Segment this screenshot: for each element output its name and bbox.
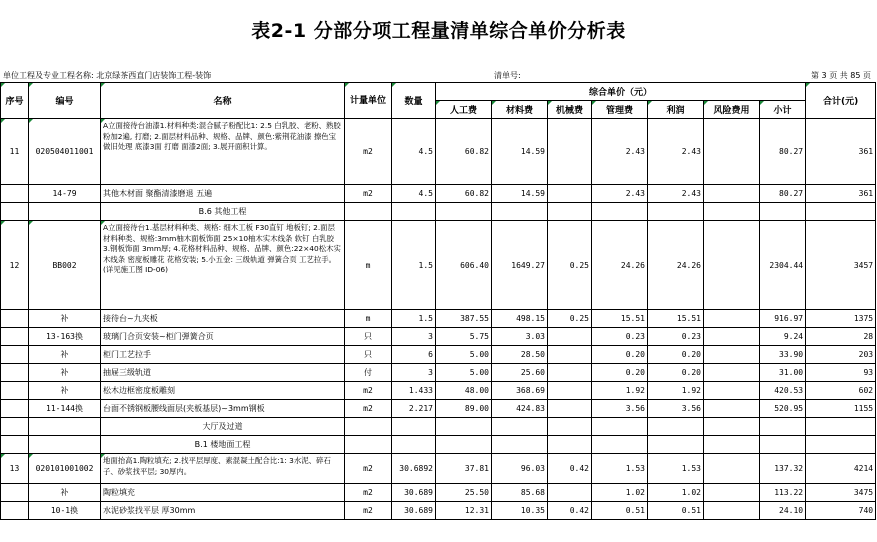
risk-cell [704,185,760,203]
header-unit: 计量单位 [345,83,392,119]
subtotal-cell: 24.10 [760,502,806,520]
material-cell: 14.59 [492,119,548,185]
material-cell: 25.60 [492,364,548,382]
material-cell: 10.35 [492,502,548,520]
machine-cell [548,382,592,400]
labor-cell: 5.00 [436,346,492,364]
qty-cell: 30.6892 [392,454,436,484]
header-subtotal: 小计 [760,101,806,119]
subtotal-cell: 31.00 [760,364,806,382]
name-cell: 接待台~九夹板 [101,310,345,328]
mgmt-cell: 0.20 [592,346,648,364]
labor-cell: 606.40 [436,221,492,310]
header-total: 合计(元) [806,83,876,119]
mgmt-cell: 1.02 [592,484,648,502]
subtotal-cell: 420.53 [760,382,806,400]
table-row [1,310,876,328]
table-row [1,382,876,400]
seq-cell [1,484,29,502]
unit-cell: m2 [345,454,392,484]
qty-cell: 4.5 [392,185,436,203]
profit-cell: 3.56 [648,400,704,418]
risk-cell [704,454,760,484]
header-qty: 数量 [392,83,436,119]
code-cell: 补 [29,484,101,502]
header-risk: 风险费用 [704,101,760,119]
table-row [1,454,876,484]
profit-cell: 2.43 [648,185,704,203]
machine-cell: 0.42 [548,454,592,484]
mgmt-cell: 0.20 [592,364,648,382]
seq-cell [1,400,29,418]
labor-cell: 89.00 [436,400,492,418]
total-cell: 1375 [806,310,876,328]
profit-cell: 1.92 [648,382,704,400]
subtotal-cell: 916.97 [760,310,806,328]
section-title: 大厅及过道 [101,418,345,436]
mgmt-cell: 0.23 [592,328,648,346]
machine-cell [548,364,592,382]
risk-cell [704,364,760,382]
seq-cell [1,364,29,382]
page-title: 表2-1 分部分项工程量清单综合单价分析表 [251,20,626,42]
code-cell: 补 [29,382,101,400]
total-cell: 203 [806,346,876,364]
seq-cell [1,502,29,520]
qty-cell: 2.217 [392,400,436,418]
unit-cell: m2 [345,185,392,203]
unit-cell: 只 [345,328,392,346]
unit-cell: m [345,221,392,310]
total-cell: 1155 [806,400,876,418]
machine-cell: 0.42 [548,502,592,520]
code-cell: BB002 [29,221,101,310]
machine-cell [548,328,592,346]
name-cell: 抽屉三级轨道 [101,364,345,382]
unit-cell: m2 [345,484,392,502]
risk-cell [704,119,760,185]
profit-cell: 0.20 [648,346,704,364]
seq-cell: 12 [1,221,29,310]
mgmt-cell: 2.43 [592,119,648,185]
unit-cell: m2 [345,382,392,400]
header-machine: 机械费 [548,101,592,119]
code-cell: 14-79 [29,185,101,203]
total-cell: 3475 [806,484,876,502]
total-cell: 93 [806,364,876,382]
material-cell: 424.83 [492,400,548,418]
material-cell: 96.03 [492,454,548,484]
name-cell: 松木边框密度板雕刻 [101,382,345,400]
mgmt-cell: 0.51 [592,502,648,520]
code-cell: 11-144换 [29,400,101,418]
subtotal-cell: 33.90 [760,346,806,364]
seq-cell [1,328,29,346]
labor-cell: 60.82 [436,185,492,203]
labor-cell: 48.00 [436,382,492,400]
header-profit: 利润 [648,101,704,119]
qty-cell: 3 [392,364,436,382]
subtotal-cell: 520.95 [760,400,806,418]
mgmt-cell: 3.56 [592,400,648,418]
name-cell: 台面不锈钢板腰线面层(夹板基层)~3mm钢板 [101,400,345,418]
table-row [1,328,876,346]
material-cell: 28.50 [492,346,548,364]
mgmt-cell: 2.43 [592,185,648,203]
table-row [1,364,876,382]
risk-cell [704,310,760,328]
risk-cell [704,328,760,346]
name-cell: 陶粒填充 [101,484,345,502]
code-cell: 020101001002 [29,454,101,484]
qty-cell: 30.689 [392,484,436,502]
mgmt-cell: 15.51 [592,310,648,328]
code-cell: 补 [29,310,101,328]
table-row [1,185,876,203]
risk-cell [704,382,760,400]
page-indicator: 第 3 页 共 85 页 [811,71,871,80]
material-cell: 3.03 [492,328,548,346]
qty-cell: 6 [392,346,436,364]
machine-cell [548,185,592,203]
total-cell: 361 [806,185,876,203]
header-name: 名称 [101,83,345,119]
profit-cell: 0.20 [648,364,704,382]
table-row [1,119,876,185]
table-row [1,400,876,418]
project-name: 单位工程及专业工程名称: 北京绿茶西直门店装饰工程-装饰 [3,71,212,80]
labor-cell: 60.82 [436,119,492,185]
profit-cell: 1.53 [648,454,704,484]
qty-cell: 4.5 [392,119,436,185]
header-mgmt: 管理费 [592,101,648,119]
risk-cell [704,502,760,520]
subtotal-cell: 113.22 [760,484,806,502]
name-cell: A立面接待台1.基层材料种类、规格: 细木工板 F30直钉 地板钉; 2.面层材料种类、规格:3mm柚木面板饰面 25×10柚木实木线条 软钉 白乳胶 3.钢板饰面 3mm厚; 4.花格材料品种、规格、品牌、颜色:22×40松木实木线条 密度板雕花 花格安装; 5.小五金: 三级轨道 弹簧合页 工艺拉手。 (详见施工图 ID-06) [101,221,345,310]
seq-cell [1,185,29,203]
profit-cell: 2.43 [648,119,704,185]
labor-cell: 12.31 [436,502,492,520]
unit-cell: m2 [345,400,392,418]
profit-cell: 1.02 [648,484,704,502]
subtotal-cell: 80.27 [760,185,806,203]
total-cell: 4214 [806,454,876,484]
qty-cell: 1.5 [392,221,436,310]
labor-cell: 25.50 [436,484,492,502]
mgmt-cell: 24.26 [592,221,648,310]
section-title: B.1 楼地面工程 [101,436,345,454]
qty-cell: 1.433 [392,382,436,400]
table-row [1,221,876,310]
risk-cell [704,484,760,502]
subtotal-cell: 137.32 [760,454,806,484]
list-number-label: 清单号: [494,71,521,80]
seq-cell: 11 [1,119,29,185]
subtotal-cell: 80.27 [760,119,806,185]
header-material: 材料费 [492,101,548,119]
section-title: B.6 其他工程 [101,203,345,221]
machine-cell [548,119,592,185]
total-cell: 740 [806,502,876,520]
labor-cell: 387.55 [436,310,492,328]
code-cell: 020504011001 [29,119,101,185]
machine-cell: 0.25 [548,310,592,328]
material-cell: 498.15 [492,310,548,328]
labor-cell: 5.00 [436,364,492,382]
header-composite: 综合单价（元） [436,83,806,101]
mgmt-cell: 1.92 [592,382,648,400]
name-cell: 柜门工艺拉手 [101,346,345,364]
unit-cell: m [345,310,392,328]
unit-cell: m2 [345,119,392,185]
seq-cell [1,346,29,364]
name-cell: A立面接待台油漆1.材料种类:混合腻子粉配比1: 2.5 白乳胶、老粉、熟胶粉加2遍, 打磨; 2.面层材料品种、规格、品牌、颜色:紫荆花油漆 擦色宝 做旧处理 底漆3面 打磨 面漆2面; 3.展开面积计算。 [101,119,345,185]
material-cell: 14.59 [492,185,548,203]
unit-cell: 付 [345,364,392,382]
table-row [1,484,876,502]
subtotal-cell: 9.24 [760,328,806,346]
subtotal-cell: 2304.44 [760,221,806,310]
profit-cell: 0.23 [648,328,704,346]
total-cell: 3457 [806,221,876,310]
header-seq: 序号 [1,83,29,119]
risk-cell [704,400,760,418]
unit-cell: m2 [345,502,392,520]
risk-cell [704,221,760,310]
qty-cell: 1.5 [392,310,436,328]
header-code: 编号 [29,83,101,119]
unit-cell: 只 [345,346,392,364]
code-cell: 补 [29,364,101,382]
material-cell: 368.69 [492,382,548,400]
profit-cell: 24.26 [648,221,704,310]
section-row [1,418,876,436]
material-cell: 85.68 [492,484,548,502]
labor-cell: 5.75 [436,328,492,346]
profit-cell: 0.51 [648,502,704,520]
seq-cell [1,310,29,328]
total-cell: 361 [806,119,876,185]
name-cell: 玻璃门合页安装~柜门弹簧合页 [101,328,345,346]
name-cell: 地面抬高1.陶粒填充; 2.找平层厚度、素混凝土配合比:1: 3水泥、碎石子、砂浆找平层; 30厚内。 [101,454,345,484]
mgmt-cell: 1.53 [592,454,648,484]
price-analysis-table [0,82,876,520]
qty-cell: 30.689 [392,502,436,520]
material-cell: 1649.27 [492,221,548,310]
table-row [1,502,876,520]
name-cell: 其他木材面 聚酯清漆磨退 五遍 [101,185,345,203]
machine-cell [548,484,592,502]
total-cell: 602 [806,382,876,400]
section-row [1,436,876,454]
total-cell: 28 [806,328,876,346]
seq-cell [1,382,29,400]
qty-cell: 3 [392,328,436,346]
risk-cell [704,346,760,364]
machine-cell: 0.25 [548,221,592,310]
code-cell: 13-163换 [29,328,101,346]
profit-cell: 15.51 [648,310,704,328]
labor-cell: 37.81 [436,454,492,484]
machine-cell [548,400,592,418]
header-labor: 人工费 [436,101,492,119]
code-cell: 补 [29,346,101,364]
code-cell: 10-1换 [29,502,101,520]
section-row [1,203,876,221]
machine-cell [548,346,592,364]
seq-cell: 13 [1,454,29,484]
name-cell: 水泥砂浆找平层 厚30mm [101,502,345,520]
table-row [1,346,876,364]
